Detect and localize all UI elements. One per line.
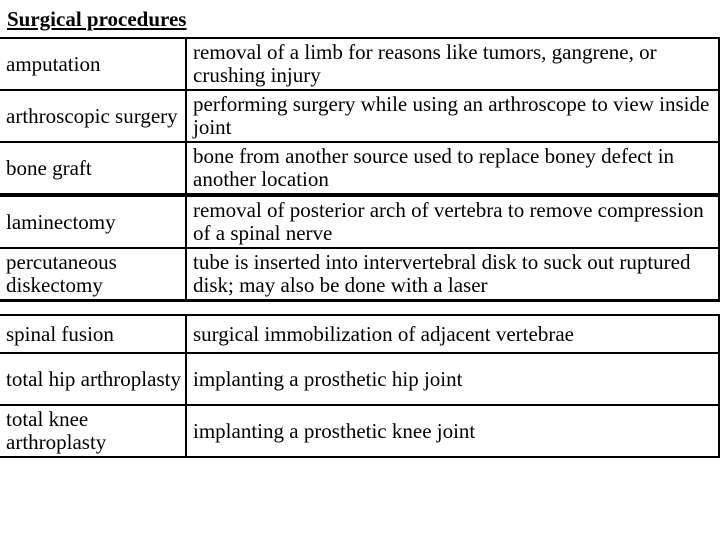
- definition-cell: removal of posterior arch of vertebra to remove compression of a spinal nerve: [186, 195, 719, 248]
- term-cell: laminectomy: [0, 195, 186, 248]
- page-title: Surgical procedures: [7, 7, 187, 31]
- term-cell: total knee arthroplasty: [0, 405, 186, 457]
- table-row: [0, 353, 719, 405]
- definition-cell: removal of a limb for reasons like tumors, gangrene, or crushing injury: [186, 38, 719, 90]
- term-cell: arthroscopic surgery: [0, 90, 186, 142]
- procedures-table-top: [0, 37, 720, 302]
- definition-cell: tube is inserted into intervertebral disk to suck out ruptured disk; may also be done with a laser: [186, 248, 719, 301]
- table-row: [0, 195, 719, 248]
- definition-cell: implanting a prosthetic hip joint: [186, 353, 719, 405]
- table-row: [0, 90, 719, 142]
- definition-cell: implanting a prosthetic knee joint: [186, 405, 719, 457]
- term-cell: percutaneous diskectomy: [0, 248, 186, 301]
- table-row: [0, 142, 719, 195]
- procedures-table-bottom: [0, 314, 720, 458]
- definition-cell: performing surgery while using an arthroscope to view inside joint: [186, 90, 719, 142]
- table-row: [0, 405, 719, 457]
- table-row: [0, 315, 719, 353]
- term-cell: spinal fusion: [0, 315, 186, 353]
- term-cell: total hip arthroplasty: [0, 353, 186, 405]
- table-row: [0, 38, 719, 90]
- table-row: [0, 248, 719, 301]
- term-cell: amputation: [0, 38, 186, 90]
- term-cell: bone graft: [0, 142, 186, 195]
- definition-cell: surgical immobilization of adjacent vertebrae: [186, 315, 719, 353]
- definition-cell: bone from another source used to replace boney defect in another location: [186, 142, 719, 195]
